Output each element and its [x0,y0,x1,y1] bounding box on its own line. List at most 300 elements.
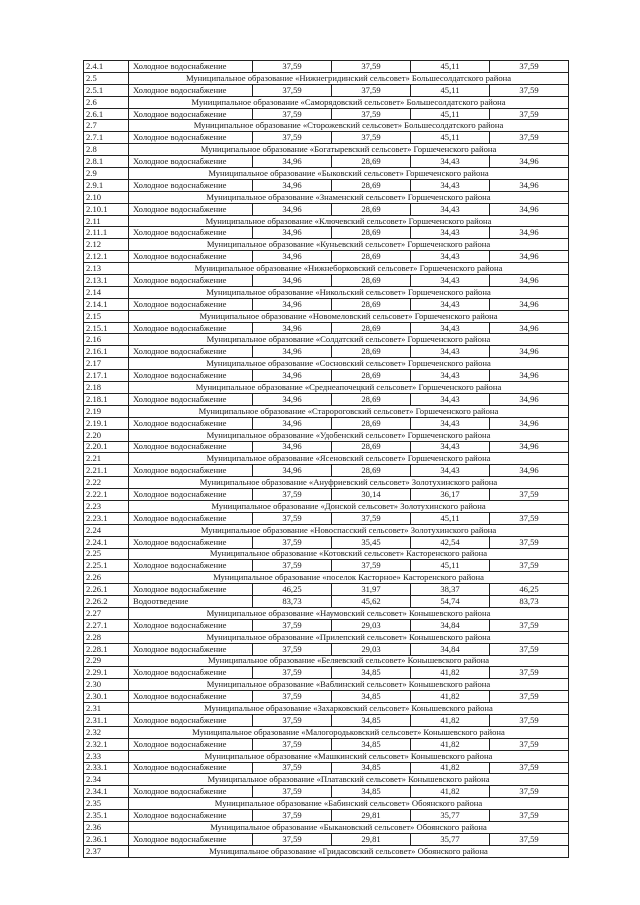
municipality-name: Муниципальное образование «Платавский сельсовет» Конышевского района [129,774,569,786]
service-row [84,465,569,477]
service-name: Холодное водоснабжение [129,346,253,358]
tariff-value-2: 37,59 [332,560,411,572]
service-name: Холодное водоснабжение [129,810,253,822]
service-name: Холодное водоснабжение [129,108,253,120]
tariff-value-3: 34,43 [411,417,490,429]
service-name: Холодное водоснабжение [129,833,253,845]
tariff-value-2: 37,59 [332,512,411,524]
row-number: 2.9 [84,168,129,180]
row-number: 2.8 [84,144,129,156]
tariff-value-3: 34,43 [411,227,490,239]
tariff-value-2: 28,69 [332,417,411,429]
municipality-row [84,239,569,251]
tariff-value-1: 37,59 [253,61,332,73]
tariff-value-2: 28,69 [332,156,411,168]
tariff-value-1: 34,96 [253,203,332,215]
municipality-name: Муниципальное образование «Сосновский сельсовет» Горшеченского района [129,358,569,370]
row-number: 2.15 [84,310,129,322]
municipality-name: Муниципальное образование «Богатыревский сельсовет» Горшеченского района [129,144,569,156]
service-row [84,132,569,144]
tariff-value-4: 37,59 [490,512,569,524]
municipality-name: Муниципальное образование «Новомеловский сельсовет» Горшеченского района [129,310,569,322]
row-number: 2.31 [84,703,129,715]
tariff-value-1: 34,96 [253,417,332,429]
tariff-value-4: 37,59 [490,762,569,774]
row-number: 2.18 [84,382,129,394]
tariff-value-3: 34,43 [411,322,490,334]
municipality-row [84,500,569,512]
municipality-name: Муниципальное образование «Захарковский сельсовет» Конышевского района [129,703,569,715]
tariff-value-4: 37,59 [490,643,569,655]
tariff-value-3: 34,43 [411,370,490,382]
municipality-name: Муниципальное образование «Куньевский сельсовет» Горшеченского района [129,239,569,251]
service-name: Холодное водоснабжение [129,84,253,96]
service-row [84,536,569,548]
service-name: Холодное водоснабжение [129,465,253,477]
service-row [84,833,569,845]
service-name: Холодное водоснабжение [129,132,253,144]
service-row [84,156,569,168]
service-name: Холодное водоснабжение [129,738,253,750]
tariff-value-4: 34,96 [490,370,569,382]
tariff-value-2: 28,69 [332,393,411,405]
row-number: 2.26.2 [84,596,129,608]
tariff-value-3: 36,17 [411,489,490,501]
municipality-row [84,72,569,84]
tariff-value-4: 34,96 [490,275,569,287]
tariff-value-2: 35,45 [332,536,411,548]
row-number: 2.27 [84,607,129,619]
service-name: Холодное водоснабжение [129,560,253,572]
tariff-value-3: 45,11 [411,84,490,96]
row-number: 2.19.1 [84,417,129,429]
tariff-value-2: 30,14 [332,489,411,501]
tariff-value-3: 34,43 [411,251,490,263]
municipality-row [84,822,569,834]
municipality-row [84,726,569,738]
tariff-value-1: 37,59 [253,643,332,655]
tariff-value-1: 46,25 [253,584,332,596]
row-number: 2.17 [84,358,129,370]
municipality-name: Муниципальное образование «Новоспасский сельсовет» Золотухинского района [129,524,569,536]
municipality-row [84,798,569,810]
tariff-value-2: 29,81 [332,810,411,822]
municipality-row [84,382,569,394]
tariff-value-4: 37,59 [490,810,569,822]
tariff-value-3: 34,43 [411,203,490,215]
service-row [84,84,569,96]
tariff-value-4: 37,59 [490,489,569,501]
service-name: Холодное водоснабжение [129,298,253,310]
tariff-value-2: 34,85 [332,691,411,703]
tariff-value-3: 54,74 [411,596,490,608]
service-name: Холодное водоснабжение [129,584,253,596]
row-number: 2.20.1 [84,441,129,453]
row-number: 2.6 [84,96,129,108]
tariff-value-1: 37,59 [253,786,332,798]
service-row [84,691,569,703]
municipality-row [84,334,569,346]
tariff-value-1: 34,96 [253,179,332,191]
row-number: 2.30 [84,679,129,691]
tariff-value-1: 37,59 [253,84,332,96]
municipality-name: Муниципальное образование «Знаменский сельсовет» Горшеченского района [129,191,569,203]
row-number: 2.30.1 [84,691,129,703]
row-number: 2.13.1 [84,275,129,287]
tariff-value-3: 34,43 [411,441,490,453]
tariff-value-4: 37,59 [490,560,569,572]
municipality-row [84,286,569,298]
municipality-name: Муниципальное образование «Сторожевский сельсовет» Большесолдатского района [129,120,569,132]
tariff-value-4: 34,96 [490,179,569,191]
tariff-value-2: 37,59 [332,61,411,73]
row-number: 2.8.1 [84,156,129,168]
tariff-value-4: 83,73 [490,596,569,608]
row-number: 2.35.1 [84,810,129,822]
tariff-value-2: 34,85 [332,762,411,774]
row-number: 2.34 [84,774,129,786]
tariff-table [83,60,569,858]
tariff-value-4: 34,96 [490,156,569,168]
service-name: Холодное водоснабжение [129,643,253,655]
municipality-row [84,191,569,203]
row-number: 2.19 [84,405,129,417]
municipality-row [84,774,569,786]
tariff-value-1: 37,59 [253,667,332,679]
service-row [84,762,569,774]
tariff-value-2: 28,69 [332,370,411,382]
row-number: 2.29 [84,655,129,667]
service-name: Холодное водоснабжение [129,227,253,239]
service-row [84,179,569,191]
municipality-row [84,120,569,132]
tariff-value-3: 41,82 [411,691,490,703]
row-number: 2.23.1 [84,512,129,524]
tariff-value-3: 41,82 [411,738,490,750]
row-number: 2.13 [84,263,129,275]
service-name: Водоотведение [129,596,253,608]
tariff-value-2: 29,03 [332,643,411,655]
tariff-value-3: 34,43 [411,156,490,168]
row-number: 2.25 [84,548,129,560]
municipality-row [84,679,569,691]
tariff-value-1: 37,59 [253,512,332,524]
tariff-value-3: 42,54 [411,536,490,548]
service-name: Холодное водоснабжение [129,322,253,334]
tariff-value-3: 45,11 [411,560,490,572]
tariff-value-2: 28,69 [332,275,411,287]
tariff-value-1: 37,59 [253,762,332,774]
row-number: 2.26 [84,572,129,584]
row-number: 2.36 [84,822,129,834]
service-row [84,393,569,405]
municipality-name: Муниципальное образование «Быковский сельсовет» Горшеченского района [129,168,569,180]
tariff-value-3: 34,43 [411,346,490,358]
row-number: 2.14 [84,286,129,298]
service-name: Холодное водоснабжение [129,441,253,453]
municipality-row [84,453,569,465]
tariff-value-4: 37,59 [490,108,569,120]
tariff-value-1: 34,96 [253,227,332,239]
tariff-value-2: 31,97 [332,584,411,596]
service-name: Холодное водоснабжение [129,370,253,382]
municipality-row [84,607,569,619]
service-name: Холодное водоснабжение [129,61,253,73]
tariff-value-1: 37,59 [253,810,332,822]
municipality-row [84,429,569,441]
row-number: 2.10.1 [84,203,129,215]
tariff-value-2: 37,59 [332,108,411,120]
tariff-value-2: 28,69 [332,441,411,453]
tariff-value-1: 34,96 [253,275,332,287]
municipality-name: Муниципальное образование «Наумовский сельсовет» Конышевского района [129,607,569,619]
service-row [84,298,569,310]
row-number: 2.15.1 [84,322,129,334]
tariff-value-1: 34,96 [253,441,332,453]
tariff-value-4: 37,59 [490,691,569,703]
row-number: 2.29.1 [84,667,129,679]
row-number: 2.20 [84,429,129,441]
tariff-value-4: 34,96 [490,417,569,429]
tariff-value-1: 34,96 [253,346,332,358]
tariff-value-2: 28,69 [332,251,411,263]
municipality-row [84,263,569,275]
tariff-value-3: 41,82 [411,667,490,679]
row-number: 2.22 [84,477,129,489]
tariff-value-4: 37,59 [490,536,569,548]
tariff-value-2: 28,69 [332,227,411,239]
municipality-name: Муниципальное образование «Нижнеборковский сельсовет» Горшеченского района [129,263,569,275]
tariff-value-2: 34,85 [332,714,411,726]
row-number: 2.12.1 [84,251,129,263]
municipality-row [84,215,569,227]
row-number: 2.7.1 [84,132,129,144]
row-number: 2.34.1 [84,786,129,798]
tariff-value-3: 35,77 [411,810,490,822]
service-name: Холодное водоснабжение [129,691,253,703]
service-row [84,370,569,382]
service-row [84,251,569,263]
municipality-name: Муниципальное образование «Старороговский сельсовет» Горшеченского района [129,405,569,417]
tariff-value-3: 34,43 [411,275,490,287]
municipality-name: Муниципальное образование «Удобенский сельсовет» Горшеченского района [129,429,569,441]
row-number: 2.28.1 [84,643,129,655]
service-name: Холодное водоснабжение [129,762,253,774]
tariff-value-4: 34,96 [490,227,569,239]
tariff-value-4: 34,96 [490,393,569,405]
row-number: 2.33.1 [84,762,129,774]
service-row [84,786,569,798]
municipality-name: Муниципальное образование «Бабинский сельсовет» Обоянского района [129,798,569,810]
tariff-value-2: 28,69 [332,465,411,477]
service-row [84,512,569,524]
tariff-value-1: 34,96 [253,322,332,334]
tariff-value-4: 34,96 [490,441,569,453]
row-number: 2.35 [84,798,129,810]
tariff-value-4: 34,96 [490,203,569,215]
row-number: 2.24.1 [84,536,129,548]
row-number: 2.21.1 [84,465,129,477]
tariff-value-3: 45,11 [411,512,490,524]
tariff-value-3: 41,82 [411,762,490,774]
tariff-value-1: 37,59 [253,132,332,144]
municipality-row [84,405,569,417]
row-number: 2.31.1 [84,714,129,726]
tariff-value-1: 37,59 [253,833,332,845]
service-row [84,322,569,334]
municipality-row [84,358,569,370]
tariff-value-2: 34,85 [332,786,411,798]
municipality-name: Муниципальное образование «Быкановский сельсовет» Обоянского района [129,822,569,834]
row-number: 2.5.1 [84,84,129,96]
tariff-value-1: 37,59 [253,714,332,726]
service-row [84,810,569,822]
tariff-value-3: 34,84 [411,619,490,631]
row-number: 2.28 [84,631,129,643]
tariff-value-4: 37,59 [490,619,569,631]
row-number: 2.36.1 [84,833,129,845]
tariff-table-sheet [83,60,568,858]
row-number: 2.16 [84,334,129,346]
service-row [84,738,569,750]
row-number: 2.17.1 [84,370,129,382]
tariff-value-1: 83,73 [253,596,332,608]
row-number: 2.27.1 [84,619,129,631]
row-number: 2.32 [84,726,129,738]
tariff-value-3: 35,77 [411,833,490,845]
municipality-row [84,96,569,108]
tariff-value-4: 37,59 [490,667,569,679]
row-number: 2.7 [84,120,129,132]
tariff-value-4: 37,59 [490,84,569,96]
service-name: Холодное водоснабжение [129,619,253,631]
municipality-row [84,310,569,322]
row-number: 2.11 [84,215,129,227]
tariff-value-2: 28,69 [332,203,411,215]
service-name: Холодное водоснабжение [129,251,253,263]
tariff-value-1: 34,96 [253,298,332,310]
municipality-name: Муниципальное образование «Нижнегридинский сельсовет» Большесолдатского района [129,72,569,84]
service-name: Холодное водоснабжение [129,667,253,679]
tariff-value-2: 28,69 [332,346,411,358]
tariff-value-4: 37,59 [490,786,569,798]
tariff-value-1: 34,96 [253,465,332,477]
tariff-value-4: 34,96 [490,322,569,334]
row-number: 2.10 [84,191,129,203]
service-row [84,667,569,679]
municipality-name: Муниципальное образование «поселок Касторное» Касторенского района [129,572,569,584]
row-number: 2.6.1 [84,108,129,120]
municipality-name: Муниципальное образование «Среднеапочецкий сельсовет» Горшеченского района [129,382,569,394]
tariff-value-1: 37,59 [253,738,332,750]
tariff-value-3: 45,11 [411,132,490,144]
municipality-name: Муниципальное образование «Гридасовский сельсовет» Обоянского района [129,845,569,857]
row-number: 2.26.1 [84,584,129,596]
tariff-value-1: 37,59 [253,536,332,548]
service-row [84,61,569,73]
tariff-value-1: 37,59 [253,108,332,120]
municipality-row [84,572,569,584]
tariff-value-3: 34,43 [411,393,490,405]
row-number: 2.25.1 [84,560,129,572]
municipality-row [84,845,569,857]
row-number: 2.32.1 [84,738,129,750]
service-name: Холодное водоснабжение [129,417,253,429]
tariff-value-2: 34,85 [332,738,411,750]
municipality-row [84,750,569,762]
tariff-value-3: 38,37 [411,584,490,596]
tariff-value-3: 34,84 [411,643,490,655]
municipality-name: Муниципальное образование «Машкинский сельсовет» Конышевского района [129,750,569,762]
municipality-row [84,631,569,643]
tariff-value-1: 34,96 [253,156,332,168]
row-number: 2.5 [84,72,129,84]
row-number: 2.22.1 [84,489,129,501]
row-number: 2.24 [84,524,129,536]
row-number: 2.21 [84,453,129,465]
row-number: 2.18.1 [84,393,129,405]
tariff-value-4: 34,96 [490,298,569,310]
service-name: Холодное водоснабжение [129,275,253,287]
municipality-row [84,477,569,489]
municipality-name: Муниципальное образование «Котовский сельсовет» Касторенского района [129,548,569,560]
service-name: Холодное водоснабжение [129,512,253,524]
municipality-name: Муниципальное образование «Ваблинский сельсовет» Конышевского района [129,679,569,691]
service-row [84,596,569,608]
tariff-value-4: 37,59 [490,132,569,144]
service-name: Холодное водоснабжение [129,203,253,215]
tariff-value-1: 37,59 [253,691,332,703]
service-row [84,560,569,572]
row-number: 2.33 [84,750,129,762]
municipality-name: Муниципальное образование «Ануфриевский сельсовет» Золотухинского района [129,477,569,489]
municipality-name: Муниципальное образование «Ключевский сельсовет» Горшеченского района [129,215,569,227]
service-row [84,417,569,429]
service-row [84,441,569,453]
service-name: Холодное водоснабжение [129,179,253,191]
tariff-value-1: 37,59 [253,560,332,572]
municipality-row [84,703,569,715]
tariff-value-1: 37,59 [253,489,332,501]
tariff-value-1: 34,96 [253,393,332,405]
tariff-value-4: 34,96 [490,346,569,358]
service-row [84,275,569,287]
row-number: 2.12 [84,239,129,251]
tariff-value-4: 37,59 [490,738,569,750]
tariff-value-3: 41,82 [411,714,490,726]
service-row [84,619,569,631]
row-number: 2.4.1 [84,61,129,73]
service-name: Холодное водоснабжение [129,393,253,405]
municipality-name: Муниципальное образование «Донской сельсовет» Золотухинского района [129,500,569,512]
municipality-name: Муниципальное образование «Солдатский сельсовет» Горшеченского района [129,334,569,346]
service-name: Холодное водоснабжение [129,489,253,501]
tariff-value-1: 34,96 [253,370,332,382]
tariff-value-2: 28,69 [332,298,411,310]
municipality-name: Муниципальное образование «Прилепский сельсовет» Конышевского района [129,631,569,643]
municipality-name: Муниципальное образование «Беляевский сельсовет» Конышевского района [129,655,569,667]
tariff-value-4: 37,59 [490,833,569,845]
tariff-value-2: 34,85 [332,667,411,679]
service-name: Холодное водоснабжение [129,156,253,168]
tariff-value-2: 37,59 [332,84,411,96]
tariff-value-2: 29,03 [332,619,411,631]
tariff-value-4: 34,96 [490,465,569,477]
tariff-value-3: 34,43 [411,179,490,191]
service-row [84,489,569,501]
municipality-row [84,655,569,667]
tariff-value-4: 46,25 [490,584,569,596]
